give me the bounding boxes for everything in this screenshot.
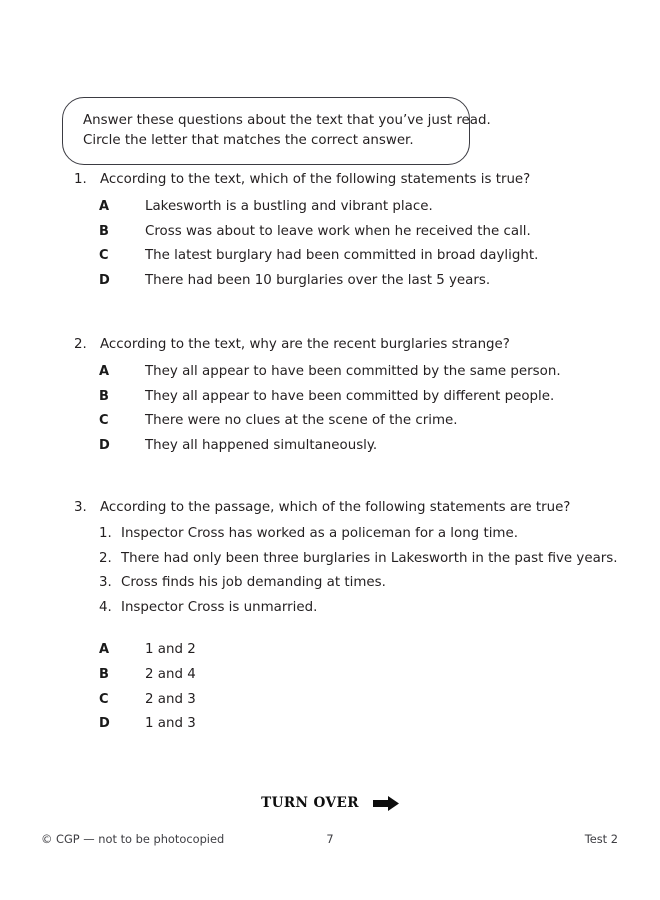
option-letter-b[interactable]: B <box>99 666 109 682</box>
substatement-2-number: 2. <box>99 550 112 566</box>
footer-page-number: 7 <box>326 832 334 846</box>
option-text-a: 1 and 2 <box>145 642 196 658</box>
question-3-option-d[interactable] <box>0 715 660 740</box>
turn-over <box>0 795 660 811</box>
option-text-c: 2 and 3 <box>145 691 196 707</box>
question-3-option-c[interactable] <box>0 691 660 716</box>
question-1-stem: According to the text, which of the following statements is true? <box>100 172 531 187</box>
question-3-stem: According to the passage, which of the following statements are true? <box>100 500 571 515</box>
option-letter-b[interactable]: B <box>99 388 109 404</box>
substatement-4-text: Inspector Cross is unmarried. <box>121 599 318 615</box>
option-text-a: They all appear to have been committed by the same person. <box>145 364 561 379</box>
question-2-stem-row <box>0 336 660 354</box>
option-text-a: Lakesworth is a bustling and vibrant place. <box>145 199 433 214</box>
instruction-box <box>62 97 491 165</box>
question-1-options <box>0 198 660 296</box>
footer-copyright: © CGP — not to be photocopied <box>41 832 225 846</box>
question-2-options <box>0 363 660 461</box>
question-1-option-a[interactable] <box>0 198 660 223</box>
substatement-4 <box>0 599 660 624</box>
instruction-line-2: Circle the letter that matches the correct answer. <box>83 132 414 148</box>
question-3-options <box>0 641 660 739</box>
question-1-number: 1. <box>74 172 87 187</box>
substatement-3-number: 3. <box>99 575 112 591</box>
substatement-2-text: There had only been three burglaries in Lakesworth in the past five years. <box>121 550 618 566</box>
question-2-stem: According to the text, why are the recent burglaries strange? <box>100 337 510 352</box>
option-text-b: 2 and 4 <box>145 666 196 682</box>
option-letter-d[interactable]: D <box>99 272 110 288</box>
instruction-line-1: Answer these questions about the text that you’ve just read. <box>83 113 491 128</box>
question-2-option-b[interactable] <box>0 388 660 413</box>
option-letter-c[interactable]: C <box>99 248 109 264</box>
substatement-1-text: Inspector Cross has worked as a policeman for a long time. <box>121 526 518 541</box>
question-2-option-d[interactable] <box>0 437 660 462</box>
substatement-2 <box>0 550 660 575</box>
question-2-number: 2. <box>74 337 87 352</box>
page-footer <box>0 832 660 850</box>
question-3-stem-row <box>0 499 660 517</box>
question-2 <box>0 336 660 461</box>
option-text-d: They all happened simultaneously. <box>145 437 378 453</box>
question-3 <box>0 499 660 740</box>
option-letter-c[interactable]: C <box>99 413 109 429</box>
question-3-option-a[interactable] <box>0 641 660 666</box>
question-2-option-c[interactable] <box>0 412 660 437</box>
question-1 <box>0 171 660 296</box>
option-text-b: They all appear to have been committed by different people. <box>145 388 555 404</box>
question-1-option-c[interactable] <box>0 247 660 272</box>
question-1-option-b[interactable] <box>0 223 660 248</box>
option-letter-a[interactable]: A <box>99 199 110 214</box>
question-3-substatements <box>0 525 660 623</box>
option-letter-d[interactable]: D <box>99 716 110 732</box>
question-3-option-b[interactable] <box>0 666 660 691</box>
option-text-c: There were no clues at the scene of the crime. <box>145 413 458 429</box>
question-1-option-d[interactable] <box>0 272 660 297</box>
substatement-1 <box>0 525 660 550</box>
substatement-3-text: Cross finds his job demanding at times. <box>121 575 386 591</box>
option-letter-a[interactable]: A <box>99 364 110 379</box>
question-1-stem-row <box>0 171 660 189</box>
substatement-1-number: 1. <box>99 526 112 541</box>
footer-test-label: Test 2 <box>584 832 618 846</box>
option-text-b: Cross was about to leave work when he received the call. <box>145 223 531 239</box>
option-text-c: The latest burglary had been committed in broad daylight. <box>145 248 539 264</box>
question-3-number: 3. <box>74 500 87 515</box>
option-letter-b[interactable]: B <box>99 223 109 239</box>
option-letter-a[interactable]: A <box>99 642 110 658</box>
option-letter-d[interactable]: D <box>99 437 110 453</box>
right-arrow-icon <box>373 796 399 811</box>
option-text-d: There had been 10 burglaries over the last 5 years. <box>145 272 491 288</box>
option-letter-c[interactable]: C <box>99 691 109 707</box>
question-2-option-a[interactable] <box>0 363 660 388</box>
substatement-3 <box>0 574 660 599</box>
turn-over-label: TURN OVER <box>261 795 359 811</box>
substatement-4-number: 4. <box>99 599 112 615</box>
option-text-d: 1 and 3 <box>145 716 196 732</box>
